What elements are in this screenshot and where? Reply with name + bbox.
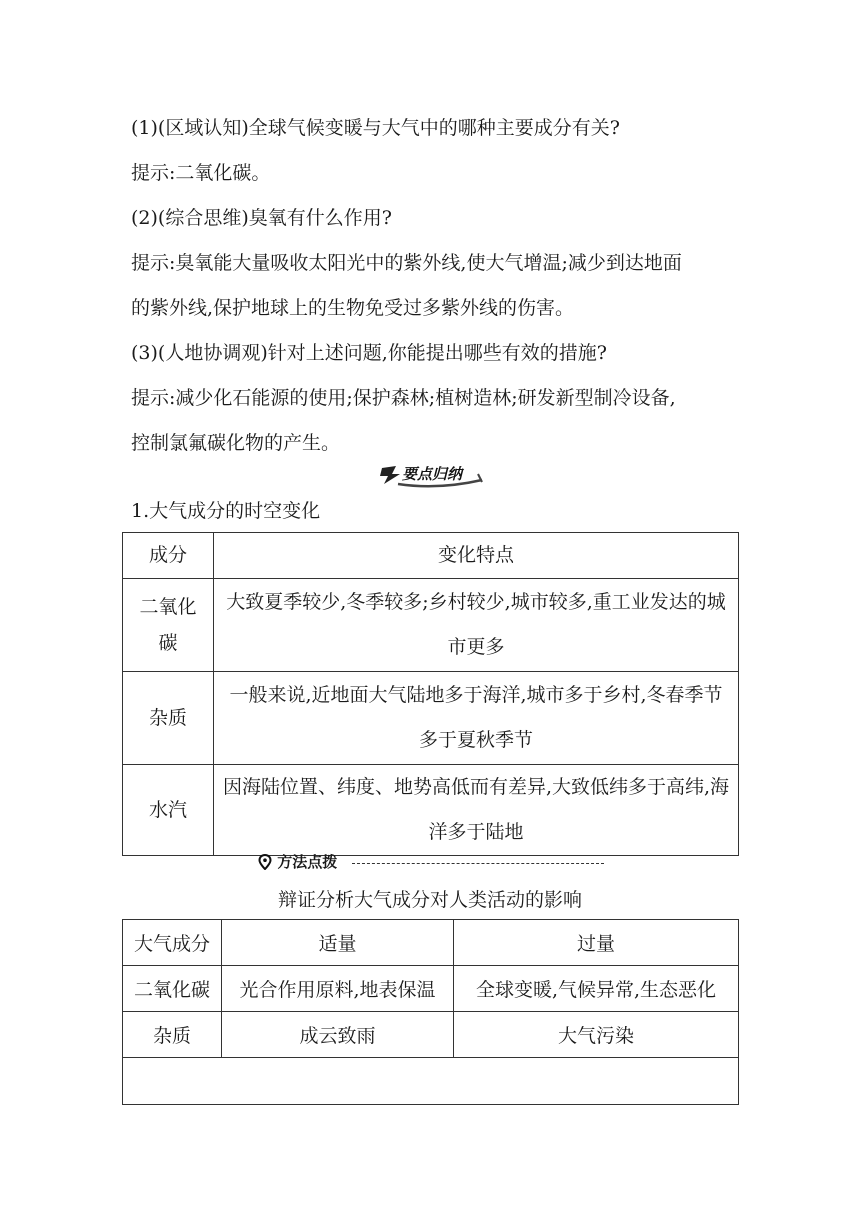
empty-table-row bbox=[123, 1058, 739, 1105]
header-cell: 成分 bbox=[123, 533, 214, 579]
table-row bbox=[123, 672, 739, 765]
hint-2-line-1: 提示:臭氧能大量吸收太阳光中的紫外线,使大气增温;减少到达地面 bbox=[131, 252, 682, 274]
table-cell: 大致夏季较少,冬季较多;乡村较少,城市较多,重工业发达的城市更多 bbox=[214, 579, 739, 672]
question-3: (3)(人地协调观)针对上述问题,你能提出哪些有效的措施? bbox=[131, 342, 607, 364]
question-2: (2)(综合思维)臭氧有什么作用? bbox=[131, 207, 392, 229]
impact-table bbox=[122, 919, 739, 1105]
header-cell: 适量 bbox=[222, 920, 454, 966]
method-tip-label bbox=[258, 851, 337, 872]
location-pin-icon bbox=[258, 854, 272, 870]
table-cell: 成云致雨 bbox=[222, 1012, 454, 1058]
header-cell: 大气成分 bbox=[123, 920, 222, 966]
table-cell: 水汽 bbox=[123, 765, 214, 856]
table-cell: 二氧化碳 bbox=[123, 579, 214, 672]
table-row bbox=[123, 1012, 739, 1058]
table-cell: 全球变暖,气候异常,生态恶化 bbox=[454, 966, 739, 1012]
divider bbox=[352, 863, 604, 864]
table-header-row bbox=[123, 920, 739, 966]
banner-title: 要点归纳 bbox=[402, 465, 463, 483]
hint-2-line-2: 的紫外线,保护地球上的生物免受过多紫外线的伤害。 bbox=[131, 297, 575, 319]
hint-1: 提示:二氧化碳。 bbox=[131, 162, 271, 184]
table-2-title: 辩证分析大气成分对人类活动的影响 bbox=[277, 889, 582, 911]
table-header-row bbox=[123, 533, 739, 579]
composition-change-table bbox=[122, 532, 739, 856]
key-points-banner bbox=[378, 460, 486, 488]
method-tip-text: 方法点拨 bbox=[277, 853, 338, 871]
table-cell: 大气污染 bbox=[454, 1012, 739, 1058]
table-cell: 杂质 bbox=[123, 672, 214, 765]
header-cell: 过量 bbox=[454, 920, 739, 966]
table-cell: 一般来说,近地面大气陆地多于海洋,城市多于乡村,冬春季节多于夏秋季节 bbox=[214, 672, 739, 765]
table-cell: 光合作用原料,地表保温 bbox=[222, 966, 454, 1012]
table-cell: 二氧化碳 bbox=[123, 966, 222, 1012]
table-row bbox=[123, 579, 739, 672]
table-cell: 因海陆位置、纬度、地势高低而有差异,大致低纬多于高纬,海洋多于陆地 bbox=[214, 765, 739, 856]
hint-3-line-1: 提示:减少化石能源的使用;保护森林;植树造林;研发新型制冷设备, bbox=[131, 387, 676, 409]
question-1: (1)(区域认知)全球气候变暖与大气中的哪种主要成分有关? bbox=[131, 117, 620, 139]
table-row bbox=[123, 966, 739, 1012]
table-cell: 杂质 bbox=[123, 1012, 222, 1058]
empty-cell bbox=[123, 1058, 739, 1105]
section-1-title: 1.大气成分的时空变化 bbox=[131, 500, 321, 522]
table-row bbox=[123, 765, 739, 856]
hint-3-line-2: 控制氯氟碳化物的产生。 bbox=[131, 432, 341, 454]
header-cell: 变化特点 bbox=[214, 533, 739, 579]
